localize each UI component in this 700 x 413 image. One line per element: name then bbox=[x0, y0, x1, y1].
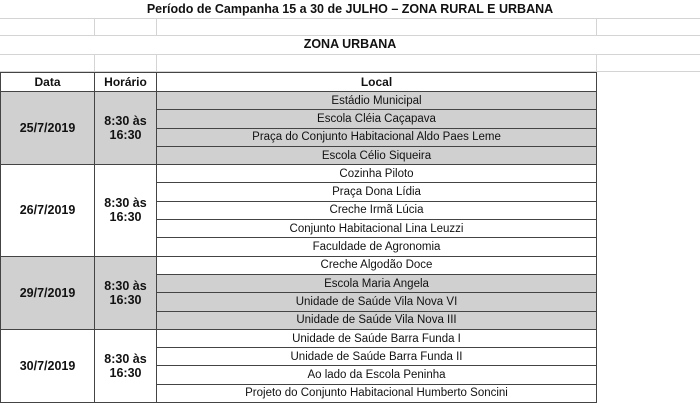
place-cell: Unidade de Saúde Barra Funda I bbox=[157, 329, 597, 347]
date-cell: 26/7/2019 bbox=[1, 165, 95, 256]
place-cell: Unidade de Saúde Vila Nova VI bbox=[157, 293, 597, 311]
blank-row bbox=[0, 55, 700, 72]
hour-cell bbox=[95, 256, 157, 329]
hour-end: 16:30 bbox=[109, 292, 142, 307]
table-row bbox=[1, 256, 597, 274]
hour-end: 16:30 bbox=[109, 365, 142, 380]
schedule-table bbox=[0, 72, 597, 403]
place-cell: Unidade de Saúde Vila Nova III bbox=[157, 311, 597, 329]
hour-end: 16:30 bbox=[109, 128, 142, 143]
hour-start: 8:30 às bbox=[104, 114, 147, 129]
place-cell: Projeto do Conjunto Habitacional Humberto Soncini bbox=[157, 384, 597, 402]
place-cell: Escola Maria Angela bbox=[157, 274, 597, 292]
place-cell: Conjunto Habitacional Lina Leuzzi bbox=[157, 220, 597, 238]
place-cell: Ao lado da Escola Peninha bbox=[157, 366, 597, 384]
place-cell: Estádio Municipal bbox=[157, 92, 597, 110]
date-cell: 30/7/2019 bbox=[1, 329, 95, 402]
blank-row bbox=[0, 19, 700, 36]
place-cell: Cozinha Piloto bbox=[157, 165, 597, 183]
hour-end: 16:30 bbox=[109, 210, 142, 225]
place-cell: Escola Célio Siqueira bbox=[157, 146, 597, 164]
place-cell: Praça do Conjunto Habitacional Aldo Paes Leme bbox=[157, 128, 597, 146]
hour-cell bbox=[95, 165, 157, 256]
header-place: Local bbox=[157, 73, 597, 92]
header-hour: Horário bbox=[95, 73, 157, 92]
place-cell: Faculdade de Agronomia bbox=[157, 238, 597, 256]
hour-cell bbox=[95, 92, 157, 165]
hour-cell bbox=[95, 329, 157, 402]
table-row bbox=[1, 165, 597, 183]
hour-start: 8:30 às bbox=[104, 278, 147, 293]
hour-start: 8:30 às bbox=[104, 196, 147, 211]
place-cell: Creche Algodão Doce bbox=[157, 256, 597, 274]
date-cell: 25/7/2019 bbox=[1, 92, 95, 165]
place-cell: Creche Irmã Lúcia bbox=[157, 201, 597, 219]
place-cell: Unidade de Saúde Barra Funda II bbox=[157, 348, 597, 366]
date-cell: 29/7/2019 bbox=[1, 256, 95, 329]
hour-start: 8:30 às bbox=[104, 351, 147, 366]
zone-title: ZONA URBANA bbox=[0, 35, 700, 55]
place-cell: Escola Cléia Caçapava bbox=[157, 110, 597, 128]
campaign-title: Período de Campanha 15 a 30 de JULHO – ZONA RURAL E URBANA bbox=[0, 0, 700, 19]
place-cell: Praça Dona Lídia bbox=[157, 183, 597, 201]
table-row bbox=[1, 92, 597, 110]
table-row bbox=[1, 329, 597, 347]
header-date: Data bbox=[1, 73, 95, 92]
